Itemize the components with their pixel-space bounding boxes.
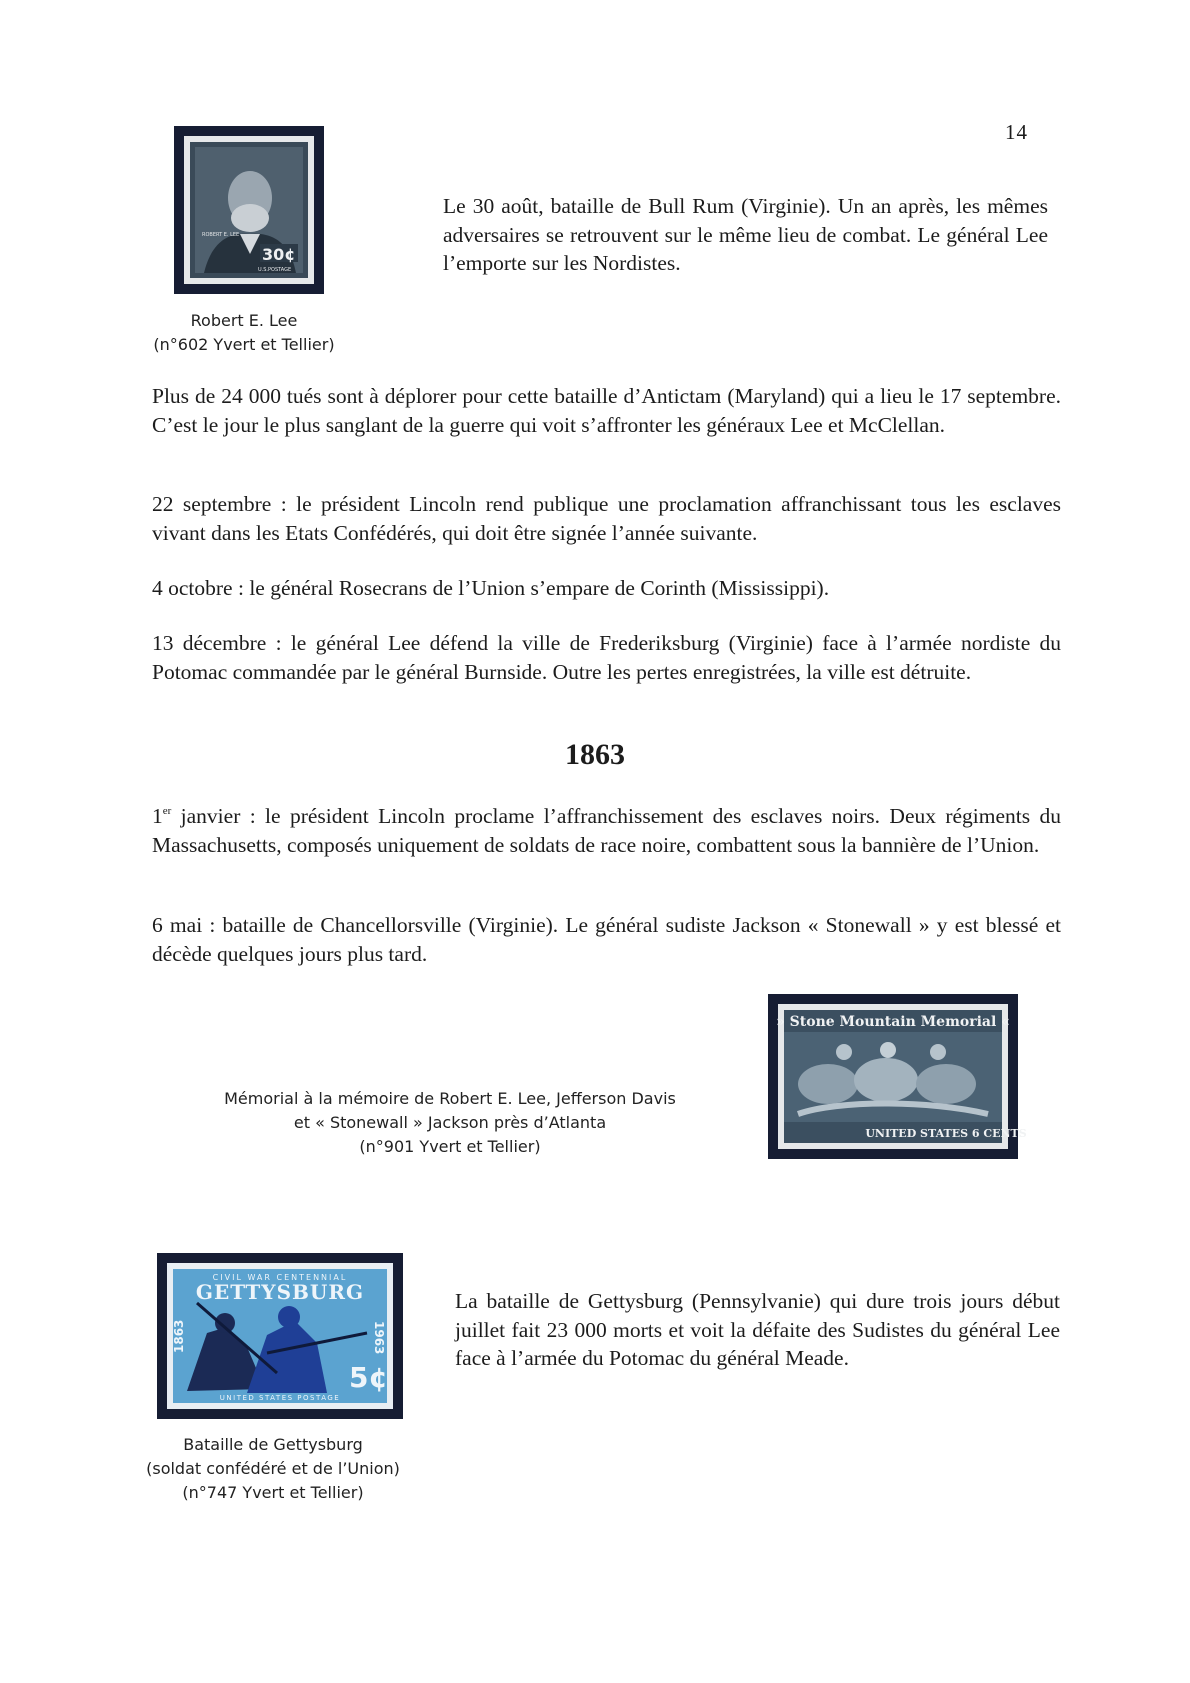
- lee-stamp: [174, 126, 324, 294]
- lee-caption-name: Robert E. Lee: [190, 311, 298, 330]
- paragraph-antietam: Plus de 24 000 tués sont à déplorer pour cette bataille d’Antictam (Maryland) qui a lieu le 17 septembre. C’est le jour le plus sanglant de la guerre qui voit s’affronter les généraux Lee et McClellan.: [152, 384, 1061, 437]
- paragraph-fredericksburg: 13 décembre : le général Lee défend la ville de Frederiksburg (Virginie) face à l’armée nordiste du Potomac commandée par le général Burnside. Outre les pertes enregistrées, la ville est détruite.: [152, 631, 1061, 684]
- gettysburg-year-left: 1863: [172, 1319, 186, 1353]
- gettysburg-caption-ref: (n°747 Yvert et Tellier): [182, 1483, 364, 1502]
- paragraph-corinth: 4 octobre : le général Rosecrans de l’Union s’empare de Corinth (Mississippi).: [152, 576, 830, 600]
- lee-stamp-image: [184, 136, 314, 284]
- january-text: janvier : le président Lincoln proclame l’affranchissement des esclaves noirs. Deux régiments du Massachusetts, composés uniquement de soldats de race noire, combattent sous la bannière de l’Union.: [152, 804, 1061, 857]
- stone-mountain-caption-ref: (n°901 Yvert et Tellier): [359, 1137, 541, 1156]
- paragraph-chancellorsville: 6 mai : bataille de Chancellorsville (Virginie). Le général sudiste Jackson « Stonewall » y est blessé et décède quelques jours plus tard.: [152, 913, 1061, 966]
- lee-side-text: ROBERT E. LEE: [202, 232, 240, 238]
- lee-bottom-text: U.S.POSTAGE: [258, 267, 292, 273]
- stone-mountain-caption: [210, 1087, 690, 1159]
- gettysburg-caption-line2: (soldat confédéré et de l’Union): [146, 1459, 400, 1478]
- stone-mountain-bottom-text: UNITED STATES 6 CENTS: [865, 1127, 1027, 1140]
- gettysburg-denomination: 5¢: [349, 1361, 388, 1394]
- stone-mountain-title: » Stone Mountain Memorial «: [776, 1014, 1010, 1030]
- paragraph-proclamation: 22 septembre : le président Lincoln rend publique une proclamation affranchissant tous les esclaves vivant dans les Etats Confédérés, qui doit être signée l’année suivante.: [152, 492, 1061, 545]
- gettysburg-caption: [128, 1433, 418, 1505]
- stone-mountain-caption-line2: et « Stonewall » Jackson près d’Atlanta: [293, 1113, 607, 1132]
- gettysburg-top-text: CIVIL WAR CENTENNIAL: [212, 1273, 348, 1282]
- lee-denomination: 30¢: [262, 245, 296, 264]
- paragraph-gettysburg: La bataille de Gettysburg (Pennsylvanie) qui dure trois jours début juillet fait 23 000 morts et voit la défaite des Sudistes du général Lee face à l’armée du Potomac du général Meade.: [455, 1289, 1060, 1370]
- paragraph-january: [152, 802, 1061, 859]
- gettysburg-title: GETTYSBURG: [195, 1280, 365, 1304]
- paragraph-bull-run: Le 30 août, bataille de Bull Rum (Virginie). Un an après, les mêmes adversaires se retrouvent sur le même lieu de combat. Le général Lee l’emporte sur les Nordistes.: [443, 194, 1048, 275]
- stone-mountain-caption-line1: Mémorial à la mémoire de Robert E. Lee, Jefferson Davis: [224, 1089, 676, 1108]
- year-heading: 1863: [565, 738, 625, 771]
- gettysburg-stamp-image: [167, 1263, 393, 1409]
- gettysburg-caption-line1: Bataille de Gettysburg: [183, 1435, 363, 1454]
- lee-caption: [124, 309, 364, 357]
- page-number: 14: [1005, 120, 1028, 144]
- stone-mountain-stamp-image: [776, 1004, 1027, 1149]
- january-day: 1: [152, 804, 163, 828]
- stone-mountain-stamp: [768, 994, 1027, 1159]
- lee-caption-ref: (n°602 Yvert et Tellier): [153, 335, 335, 354]
- gettysburg-bottom-text: UNITED STATES POSTAGE: [219, 1394, 341, 1402]
- gettysburg-year-right: 1963: [372, 1321, 386, 1355]
- gettysburg-stamp: [157, 1253, 403, 1419]
- january-superscript: er: [162, 805, 172, 817]
